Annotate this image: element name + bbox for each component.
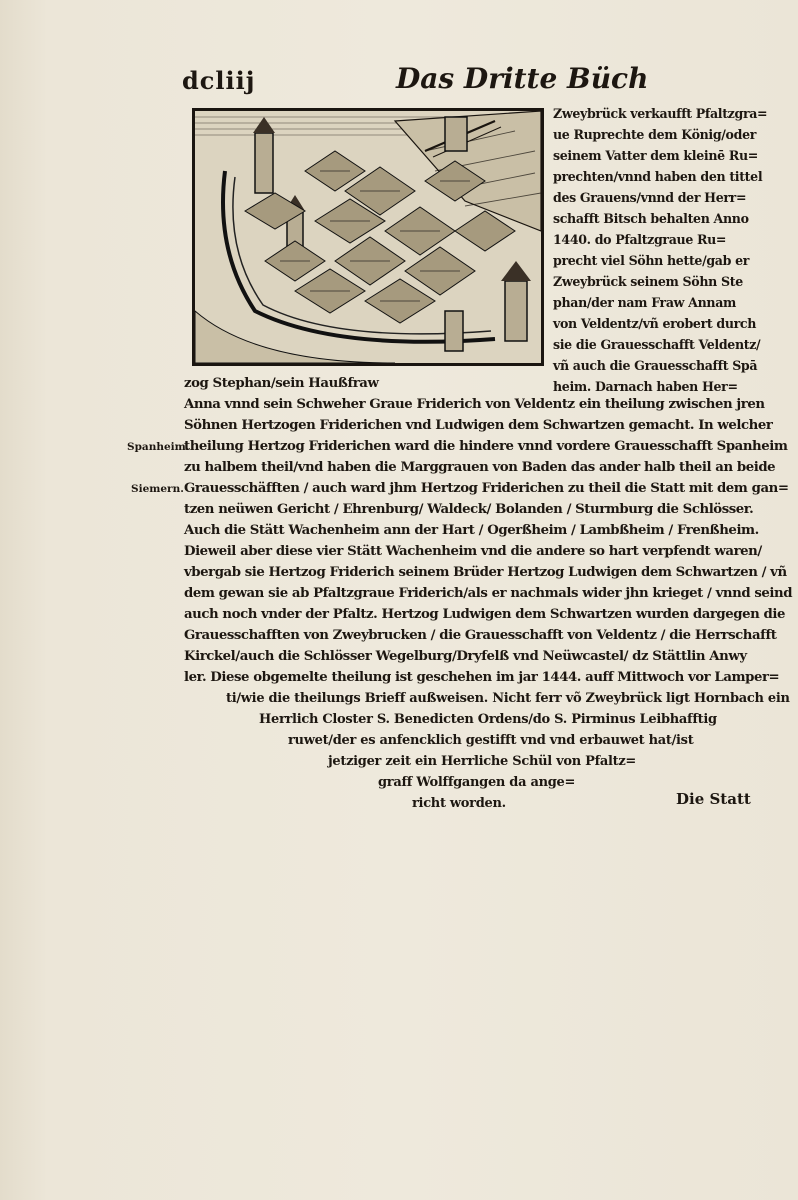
text-line: ue Ruprechte dem König/oder: [553, 127, 757, 142]
text-line: auch noch vnder der Pfaltz. Hertzog Ludwigen dem Schwartzen wurden dargegen die: [184, 607, 786, 622]
text-line: Grauesschafften von Zweybrucken / die Grauesschafft von Veldentz / die Herrschafft: [184, 628, 777, 643]
text-line: ruwet/der es anfencklich gestifft vnd vnd erbauwet hat/ist: [288, 733, 694, 748]
text-line: ler. Diese obgemelte theilung ist geschehen im jar 1444. auff Mittwoch vor Lamper=: [184, 670, 780, 685]
catchword: Die Statt: [676, 790, 751, 808]
margin-note-spanheim: Spanheim.: [127, 441, 190, 453]
folio-number: dcliij: [182, 66, 256, 95]
text-line: Auch die Stätt Wachenheim ann der Hart / Ogerßheim / Lambßheim / Frenßheim.: [184, 523, 759, 538]
text-line: precht viel Söhn hette/gab er: [553, 253, 750, 268]
text-line: richt worden.: [412, 796, 506, 811]
text-line: des Grauens/vnnd der Herr=: [553, 190, 747, 205]
text-line: Zweybrück seinem Söhn Ste: [553, 274, 743, 289]
text-line: schafft Bitsch behalten Anno: [553, 211, 749, 226]
text-line: theilung Hertzog Friderichen ward die hindere vnnd vordere Grauesschafft Spanheim: [184, 439, 788, 454]
text-line: seinem Vatter dem kleinē Ru=: [553, 148, 758, 163]
text-line: tzen neüwen Gericht / Ehrenburg/ Waldeck/ Bolanden / Sturmburg die Schlösser.: [184, 502, 754, 517]
text-line: Anna vnnd sein Schweher Graue Friderich von Veldentz ein theilung zwischen jren: [184, 397, 765, 412]
text-line: zu halbem theil/vnd haben die Marggrauen von Baden das ander halb theil an beide: [184, 460, 776, 475]
text-line: phan/der nam Fraw Annam: [553, 295, 737, 310]
text-line: Herrlich Closter S. Benedicten Ordens/do S. Pirminus Leibhafftig: [259, 712, 717, 727]
running-title: Das Dritte Büch: [396, 62, 649, 95]
text-line: prechten/vnnd haben den tittel: [553, 169, 763, 184]
margin-note-siemern: Siemern.: [131, 483, 184, 495]
text-line: graff Wolffgangen da ange=: [378, 775, 576, 790]
text-line: vbergab sie Hertzog Friderich seinem Brüder Hertzog Ludwigen dem Schwartzen / vñ: [184, 565, 787, 580]
text-line: 1440. do Pfaltzgraue Ru=: [553, 232, 727, 247]
text-line: heim. Darnach haben Her=: [553, 379, 738, 394]
text-line: zog Stephan/sein Haußfraw: [184, 376, 379, 391]
text-line: Kirckel/auch die Schlösser Wegelburg/Dryfelß vnd Neüwcastel/ dz Stättlin Anwy: [184, 649, 747, 664]
text-line: von Veldentz/vñ erobert durch: [553, 316, 757, 331]
text-line: Söhnen Hertzogen Friderichen vnd Ludwigen dem Schwartzen gemacht. In welcher: [184, 418, 773, 433]
text-line: jetziger zeit ein Herrliche Schül von Pfaltz=: [328, 754, 637, 769]
text-line: vñ auch die Grauesschafft Spā: [553, 358, 758, 373]
text-line: Zweybrück verkaufft Pfaltzgra=: [553, 106, 768, 121]
text-line: sie die Grauesschafft Veldentz/: [553, 337, 761, 352]
text-line: Dieweil aber diese vier Stätt Wachenheim vnd die andere so hart verpfendt waren/: [184, 544, 762, 559]
text-line: Grauesschäfften / auch ward jhm Hertzog Friderichen zu theil die Statt mit dem gan=: [184, 481, 789, 496]
text-line: dem gewan sie ab Pfaltzgraue Friderich/als er nachmals wider jhn krieget / vnnd seind: [184, 586, 793, 601]
text-line: ti/wie die theilungs Brieff außweisen. Nicht ferr võ Zweybrück ligt Hornbach ein: [226, 691, 790, 706]
